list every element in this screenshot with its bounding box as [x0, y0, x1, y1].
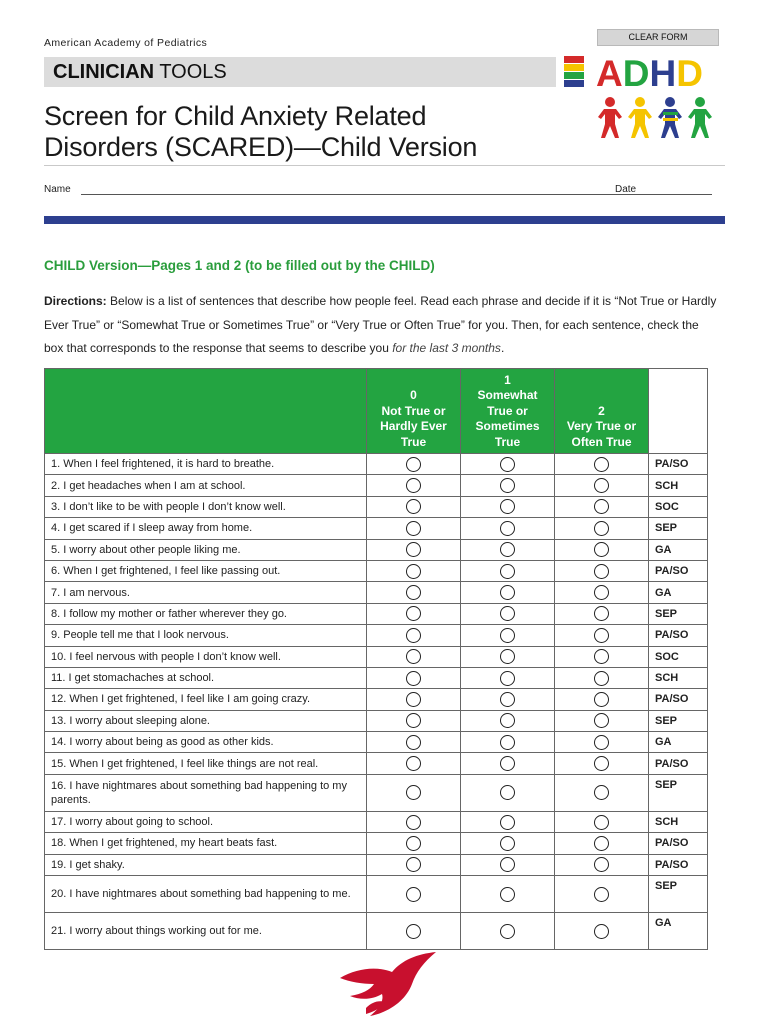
question-text: 21. I worry about things working out for me.	[45, 913, 367, 950]
header-label-line: True	[400, 434, 427, 449]
response-radio-0[interactable]	[406, 815, 421, 830]
page-title	[44, 101, 584, 163]
response-radio-2[interactable]	[594, 692, 609, 707]
response-radio-1[interactable]	[500, 815, 515, 830]
response-radio-1[interactable]	[500, 836, 515, 851]
adhd-logo	[562, 52, 732, 152]
question-text: 3. I don’t like to be with people I don’t know well.	[45, 496, 367, 517]
response-radio-1[interactable]	[500, 785, 515, 800]
response-radio-0[interactable]	[406, 713, 421, 728]
clinician-tools-banner	[44, 57, 556, 87]
logo-stripe-green	[564, 72, 584, 79]
option-cell	[461, 582, 555, 603]
category-code: SCH	[649, 811, 708, 832]
response-radio-1[interactable]	[500, 671, 515, 686]
option-cell	[461, 710, 555, 731]
option-cell	[461, 833, 555, 854]
category-code: GA	[649, 913, 708, 950]
option-cell	[367, 913, 461, 950]
header-label-line: True	[494, 434, 521, 449]
directions-label: Directions:	[44, 294, 107, 308]
table-row	[45, 774, 708, 811]
header-col-1	[461, 369, 555, 454]
response-radio-0[interactable]	[406, 785, 421, 800]
category-code: SEP	[649, 603, 708, 624]
question-text: 11. I get stomachaches at school.	[45, 667, 367, 688]
table-row	[45, 732, 708, 753]
option-cell	[555, 582, 649, 603]
response-radio-1[interactable]	[500, 756, 515, 771]
response-radio-2[interactable]	[594, 735, 609, 750]
option-cell	[367, 774, 461, 811]
category-code: GA	[649, 732, 708, 753]
category-code: SOC	[649, 646, 708, 667]
option-cell	[367, 518, 461, 539]
directions-timeframe: for the last 3 months	[392, 341, 501, 355]
option-cell	[461, 518, 555, 539]
table-row	[45, 603, 708, 624]
category-code: PA/SO	[649, 560, 708, 581]
category-code: PA/SO	[649, 753, 708, 774]
option-cell	[555, 753, 649, 774]
category-code: PA/SO	[649, 833, 708, 854]
response-radio-1[interactable]	[500, 649, 515, 664]
response-radio-0[interactable]	[406, 735, 421, 750]
option-cell	[367, 753, 461, 774]
question-text: 15. When I get frightened, I feel like things are not real.	[45, 753, 367, 774]
response-radio-1[interactable]	[500, 857, 515, 872]
blue-divider-bar	[44, 216, 725, 224]
directions-text	[44, 290, 719, 361]
response-radio-0[interactable]	[406, 836, 421, 851]
option-cell	[461, 667, 555, 688]
logo-stripe-yellow	[564, 64, 584, 71]
question-text: 20. I have nightmares about something bad happening to me.	[45, 876, 367, 913]
response-radio-2[interactable]	[594, 649, 609, 664]
table-row	[45, 560, 708, 581]
response-radio-1[interactable]	[500, 542, 515, 557]
table-row	[45, 667, 708, 688]
option-cell	[367, 496, 461, 517]
option-cell	[461, 689, 555, 710]
option-cell	[461, 603, 555, 624]
response-radio-1[interactable]	[500, 692, 515, 707]
response-radio-1[interactable]	[500, 606, 515, 621]
category-code: SEP	[649, 876, 708, 913]
option-cell	[555, 732, 649, 753]
header-score-1: 1	[504, 372, 511, 387]
directions-body: Below is a list of sentences that describe how people feel. Read each phrase and decide if it is “Not True or Hardly Ever True” or “Somewhat True or Sometimes True” or “Very True or Often True” for you. Then, for each sentence, check the box that corresponds to the response that seems to describe you	[44, 294, 717, 355]
response-radio-1[interactable]	[500, 564, 515, 579]
people-figures-icon	[598, 97, 712, 138]
option-cell	[367, 582, 461, 603]
question-text: 5. I worry about other people liking me.	[45, 539, 367, 560]
logo-stripe-red	[564, 56, 584, 63]
option-cell	[555, 710, 649, 731]
question-text: 6. When I get frightened, I feel like passing out.	[45, 560, 367, 581]
category-code: GA	[649, 539, 708, 560]
category-code: PA/SO	[649, 854, 708, 875]
response-radio-0[interactable]	[406, 924, 421, 939]
question-text: 16. I have nightmares about something bad happening to my parents.	[45, 774, 367, 811]
option-cell	[461, 560, 555, 581]
response-radio-0[interactable]	[406, 585, 421, 600]
header-label-line: Not True or	[381, 403, 446, 418]
option-cell	[367, 603, 461, 624]
option-cell	[555, 518, 649, 539]
header-label-line: Often True	[571, 434, 632, 449]
title-divider	[44, 165, 725, 166]
option-cell	[461, 646, 555, 667]
option-cell	[461, 753, 555, 774]
response-radio-1[interactable]	[500, 713, 515, 728]
response-radio-0[interactable]	[406, 606, 421, 621]
response-radio-1[interactable]	[500, 887, 515, 902]
question-text: 13. I worry about sleeping alone.	[45, 710, 367, 731]
option-cell	[461, 496, 555, 517]
table-row	[45, 582, 708, 603]
option-cell	[461, 811, 555, 832]
response-radio-1[interactable]	[500, 585, 515, 600]
response-radio-1[interactable]	[500, 499, 515, 514]
response-radio-0[interactable]	[406, 478, 421, 493]
option-cell	[555, 833, 649, 854]
question-text: 17. I worry about going to school.	[45, 811, 367, 832]
response-radio-0[interactable]	[406, 887, 421, 902]
option-cell	[461, 854, 555, 875]
option-cell	[367, 454, 461, 475]
response-radio-0[interactable]	[406, 857, 421, 872]
option-cell	[555, 539, 649, 560]
banner-rest-text: TOOLS	[159, 61, 227, 83]
option-cell	[555, 646, 649, 667]
response-radio-1[interactable]	[500, 457, 515, 472]
response-radio-2[interactable]	[594, 887, 609, 902]
header-score-2: 2	[598, 403, 605, 418]
option-cell	[555, 667, 649, 688]
table-row	[45, 811, 708, 832]
section-title: CHILD Version—Pages 1 and 2 (to be filled out by the CHILD)	[44, 258, 435, 273]
option-cell	[461, 774, 555, 811]
table-row	[45, 539, 708, 560]
header-label-line: True or	[487, 403, 528, 418]
response-radio-2[interactable]	[594, 671, 609, 686]
logo-stripe-blue	[564, 80, 584, 87]
response-radio-2[interactable]	[594, 457, 609, 472]
question-text: 9. People tell me that I look nervous.	[45, 625, 367, 646]
table-row	[45, 854, 708, 875]
response-radio-1[interactable]	[500, 521, 515, 536]
option-cell	[461, 913, 555, 950]
organization-name: American Academy of Pediatrics	[44, 37, 208, 49]
category-code: SCH	[649, 475, 708, 496]
response-radio-0[interactable]	[406, 628, 421, 643]
banner-bold-text: CLINICIAN	[53, 61, 155, 83]
response-radio-2[interactable]	[594, 857, 609, 872]
table-row	[45, 753, 708, 774]
question-text: 1. When I feel frightened, it is hard to breathe.	[45, 454, 367, 475]
response-radio-0[interactable]	[406, 649, 421, 664]
table-row	[45, 496, 708, 517]
response-radio-0[interactable]	[406, 564, 421, 579]
option-cell	[555, 560, 649, 581]
question-text: 12. When I get frightened, I feel like I am going crazy.	[45, 689, 367, 710]
option-cell	[555, 774, 649, 811]
question-text: 7. I am nervous.	[45, 582, 367, 603]
question-text: 2. I get headaches when I am at school.	[45, 475, 367, 496]
bird-logo-icon	[332, 950, 442, 1020]
question-text: 10. I feel nervous with people I don’t know well.	[45, 646, 367, 667]
category-code: GA	[649, 582, 708, 603]
category-code: PA/SO	[649, 689, 708, 710]
response-radio-2[interactable]	[594, 521, 609, 536]
option-cell	[461, 454, 555, 475]
response-radio-2[interactable]	[594, 815, 609, 830]
response-radio-1[interactable]	[500, 478, 515, 493]
question-text: 4. I get scared if I sleep away from home.	[45, 518, 367, 539]
option-cell	[461, 732, 555, 753]
question-text: 18. When I get frightened, my heart beats fast.	[45, 833, 367, 854]
option-cell	[367, 475, 461, 496]
response-radio-2[interactable]	[594, 756, 609, 771]
table-row	[45, 876, 708, 913]
question-text: 14. I worry about being as good as other kids.	[45, 732, 367, 753]
table-row	[45, 518, 708, 539]
category-code: SCH	[649, 667, 708, 688]
option-cell	[555, 689, 649, 710]
option-cell	[367, 811, 461, 832]
option-cell	[367, 689, 461, 710]
date-label: Date	[615, 184, 637, 195]
option-cell	[555, 475, 649, 496]
response-radio-0[interactable]	[406, 499, 421, 514]
date-field[interactable]	[641, 194, 712, 195]
option-cell	[555, 811, 649, 832]
option-cell	[367, 667, 461, 688]
response-radio-2[interactable]	[594, 564, 609, 579]
response-radio-1[interactable]	[500, 924, 515, 939]
option-cell	[461, 876, 555, 913]
table-row	[45, 833, 708, 854]
question-text: 19. I get shaky.	[45, 854, 367, 875]
option-cell	[555, 625, 649, 646]
header-col-2	[555, 369, 649, 454]
logo-text: ADHD	[596, 53, 703, 94]
option-cell	[367, 560, 461, 581]
header-col-0	[367, 369, 461, 454]
header-blank	[45, 369, 367, 454]
clear-form-button[interactable]: CLEAR FORM	[597, 29, 719, 46]
table-row	[45, 689, 708, 710]
option-cell	[461, 625, 555, 646]
category-code: SEP	[649, 774, 708, 811]
question-text: 8. I follow my mother or father wherever they go.	[45, 603, 367, 624]
name-field[interactable]	[81, 194, 646, 195]
directions-end: .	[500, 341, 505, 355]
option-cell	[367, 539, 461, 560]
option-cell	[555, 496, 649, 517]
response-radio-2[interactable]	[594, 836, 609, 851]
table-row	[45, 454, 708, 475]
table-row	[45, 475, 708, 496]
response-radio-2[interactable]	[594, 585, 609, 600]
response-radio-1[interactable]	[500, 735, 515, 750]
option-cell	[461, 539, 555, 560]
response-radio-0[interactable]	[406, 671, 421, 686]
response-radio-2[interactable]	[594, 606, 609, 621]
response-radio-2[interactable]	[594, 628, 609, 643]
table-row	[45, 646, 708, 667]
header-category	[649, 369, 708, 454]
option-cell	[367, 732, 461, 753]
response-radio-0[interactable]	[406, 542, 421, 557]
response-radio-2[interactable]	[594, 924, 609, 939]
option-cell	[367, 854, 461, 875]
response-radio-2[interactable]	[594, 785, 609, 800]
header-label-line: Very True or	[566, 419, 637, 433]
title-line-1: Screen for Child Anxiety Related	[44, 101, 427, 131]
option-cell	[555, 913, 649, 950]
category-code: PA/SO	[649, 625, 708, 646]
response-radio-0[interactable]	[406, 756, 421, 771]
header-label-line: Somewhat	[477, 388, 538, 402]
option-cell	[367, 625, 461, 646]
scared-questionnaire-table	[44, 368, 708, 950]
option-cell	[367, 833, 461, 854]
option-cell	[461, 475, 555, 496]
option-cell	[555, 603, 649, 624]
response-radio-0[interactable]	[406, 692, 421, 707]
response-radio-2[interactable]	[594, 713, 609, 728]
table-header-row	[45, 369, 708, 454]
category-code: PA/SO	[649, 454, 708, 475]
option-cell	[555, 876, 649, 913]
header-label-line: Sometimes	[475, 419, 540, 433]
header-label-line: Hardly Ever	[380, 419, 447, 433]
title-line-2: Disorders (SCARED)—Child Version	[44, 132, 478, 162]
response-radio-2[interactable]	[594, 499, 609, 514]
category-code: SEP	[649, 518, 708, 539]
header-score-0: 0	[410, 388, 417, 402]
option-cell	[555, 454, 649, 475]
option-cell	[367, 710, 461, 731]
category-code: SOC	[649, 496, 708, 517]
option-cell	[367, 646, 461, 667]
response-radio-0[interactable]	[406, 457, 421, 472]
table-row	[45, 913, 708, 950]
option-cell	[555, 854, 649, 875]
response-radio-2[interactable]	[594, 478, 609, 493]
response-radio-2[interactable]	[594, 542, 609, 557]
response-radio-0[interactable]	[406, 521, 421, 536]
name-label: Name	[44, 184, 71, 195]
table-row	[45, 710, 708, 731]
table-row	[45, 625, 708, 646]
category-code: SEP	[649, 710, 708, 731]
option-cell	[367, 876, 461, 913]
response-radio-1[interactable]	[500, 628, 515, 643]
